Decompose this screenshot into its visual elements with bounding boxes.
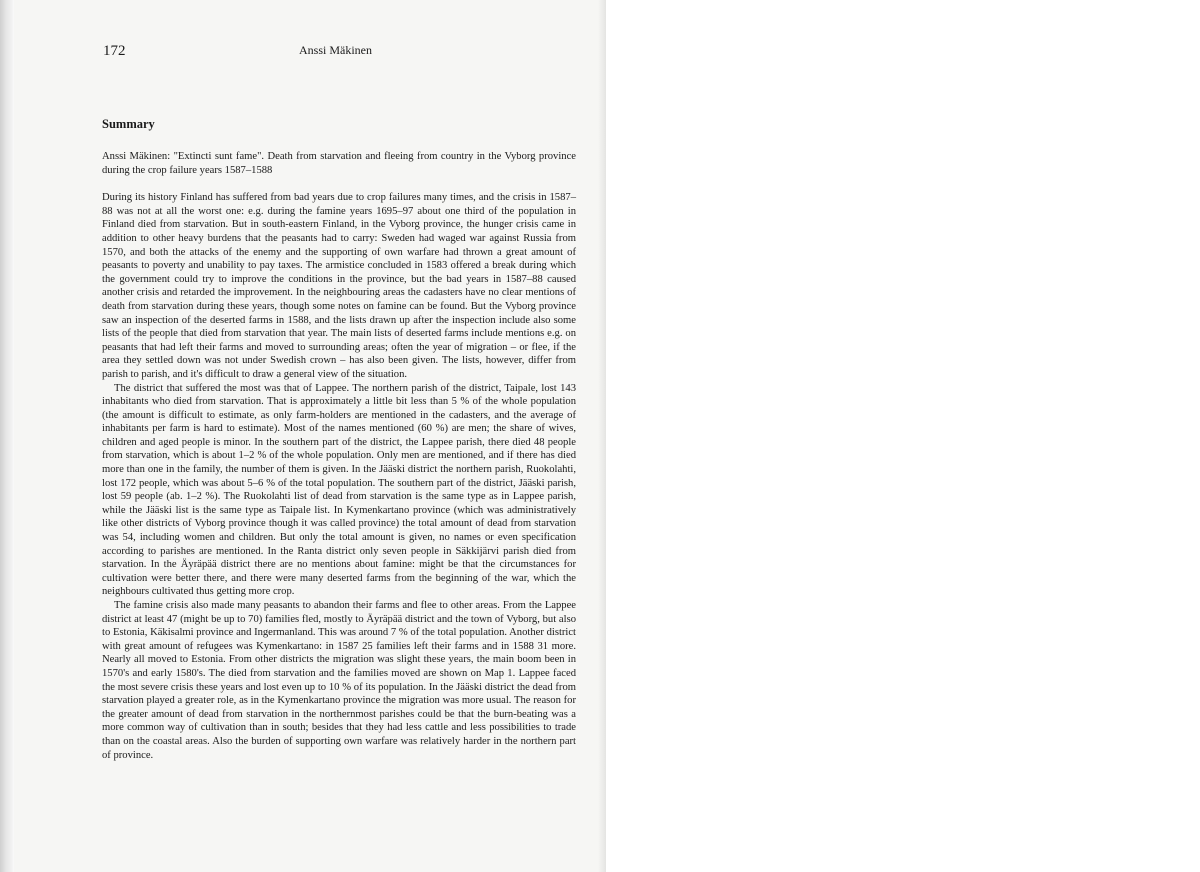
page-number: 172: [103, 43, 126, 59]
running-header-author: Anssi Mäkinen: [299, 43, 372, 57]
summary-paragraph-3: The famine crisis also made many peasants to abandon their farms and flee to other areas. From the Lappee district at least 47 (might be up to 70) families fled, mostly to Äyräpää district and the town of Vyborg, but also to Estonia, Käkisalmi province and Ingermanland. This was around 7 % of the total population. Another district with great amount of refugees was Kymenkartano: in 1587 25 families left their farms and in 1588 31 more. Nearly all moved to Estonia. From other districts the migration was slight these years, the main boom been in 1570's and early 1580's. The died from starvation and the families moved are shown on Map 1. Lappee faced the most severe crisis these years and lost even up to 10 % of its population. In the Jääski district the dead from starvation played a greater role, as in the Kymenkartano province the migration was more usual. The reason for the greater amount of dead from starvation in the northernmost parishes could be that the burn-beating was a more common way of cultivation than in south; besides that they had less cattle and less possibilities to trade than on the coastal areas. Also the burden of supporting own warfare was relatively harder in the northern part of province.: [102, 600, 576, 761]
blank-right-area: [606, 0, 1200, 872]
section-heading: Summary: [102, 117, 155, 131]
summary-paragraph-2: The district that suffered the most was that of Lappee. The northern parish of the district, Taipale, lost 143 inhabitants who died from starvation. That is approximately a little bit less than 5 % of the whole population (the amount is difficult to estimate, as only farm-holders are mentioned in the cadasters, and the average of inhabitants per farm is hard to estimate). Most of the names mentioned (60 %) are men; the share of wives, children and aged people is minor. In the southern part of the district, the Lappee parish, there died 48 people from starvation, which is about 1–2 % of the whole population. Only men are mentioned, and if there has died more than one in the family, the number of them is given. In the Jääski district the northern parish, Ruokolahti, lost 172 people, which was about 5–6 % of the total population. The southern part of the district, Jääski parish, lost 59 people (ab. 1–2 %). The Ruokolahti list of dead from starvation is the same type as in Lappee parish, while the Jääski list is the same type as Taipale list. In Kymenkartano province (which was administratively like other districts of Vyborg province though it was called province) the total amount of dead from starvation was 54, including women and children. But only the total amount is given, no names or even specification according to parishes are mentioned. In the Ranta district only seven people in Säkkijärvi parish died from starvation. In the Äyräpää district there are no mentions about famine: might be that the circumstances for cultivation were better there, and there were many deserted farms from the beginning of the war, which the neighbours cultivated thus getting more crop.: [102, 382, 576, 598]
book-page: [14, 0, 606, 872]
summary-paragraph-1: During its history Finland has suffered from bad years due to crop failures many times, and the crisis in 1587–88 was not at all the worst one: e.g. during the famine years 1695–97 about one third of the population in Finland died from starvation. But in south-eastern Finland, in the Vyborg province, the hunger crisis came in addition to other heavy burdens that the peasants had to carry: Sweden had waged war against Russia from 1570, and both the attacks of the enemy and the supporting of own warfare had thrown a great amount of peasants to poverty and unability to pay taxes. The armistice concluded in 1583 offered a break during which the government could try to improve the conditions in the province, but the bad years in 1587–88 caused another crisis and retarded the improvement. In the neighbouring areas the cadasters have no clear mentions of death from starvation during these years, though some notes on famine can be found. But the Vyborg province saw an inspection of the deserted farms in 1588, and the lists drawn up after the inspection include also some lists of the people that died from starvation that year. The main lists of deserted farms include mentions e.g. on peasants that had left their farms and moved to surrounding areas; often the year of migration – or flee, if the area they settled down was not under Swedish crown – has also been given. The lists, however, differ from parish to parish, and it's difficult to draw a general view of the situation.: [102, 192, 576, 380]
page-edge-shadow: [598, 0, 606, 872]
summary-body: [102, 150, 576, 762]
summary-subtitle: Anssi Mäkinen: "Extincti sunt fame". Death from starvation and fleeing from country in the Vyborg province during the crop failure years 1587–1588: [102, 151, 576, 176]
page-binding-edge: [0, 0, 14, 872]
